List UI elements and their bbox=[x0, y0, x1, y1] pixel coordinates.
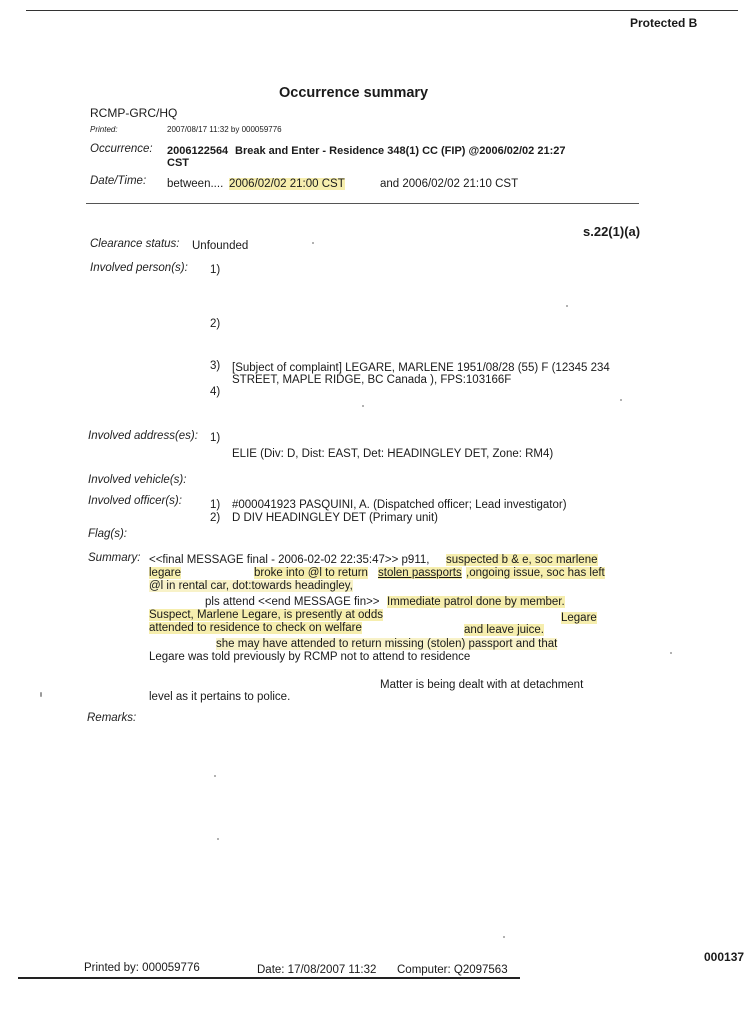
agency-name: RCMP-GRC/HQ bbox=[90, 106, 178, 120]
summary-line-5b: Legare bbox=[561, 612, 597, 624]
person-3-line-1: [Subject of complaint] LEGARE, MARLENE 1951/08/28 (55) F (12345 234 bbox=[232, 362, 610, 374]
scan-speck bbox=[217, 838, 219, 840]
footer-printed-by: Printed by: 000059776 bbox=[84, 962, 200, 974]
summary-line-2c: stolen passports bbox=[378, 567, 462, 579]
footer-rule bbox=[18, 977, 520, 979]
summary-line-4a: pls attend <<end MESSAGE fin>> bbox=[205, 596, 380, 608]
datetime-between: between.... bbox=[167, 178, 224, 190]
occurrence-description: Break and Enter - Residence 348(1) CC (FIP) @2006/02/02 21:27 bbox=[235, 145, 566, 157]
footer-computer: Computer: Q2097563 bbox=[397, 964, 508, 976]
addresses-label: Involved address(es): bbox=[88, 430, 198, 442]
remarks-label: Remarks: bbox=[87, 712, 137, 724]
page-title: Occurrence summary bbox=[279, 85, 429, 101]
summary-line-2b: broke into @l to return bbox=[254, 567, 368, 579]
summary-line-1b: suspected b & e, soc marlene bbox=[446, 554, 598, 566]
printed-value: 2007/08/17 11:32 by 000059776 bbox=[167, 125, 282, 134]
scan-speck bbox=[362, 405, 364, 407]
footer-page-code: 000137 bbox=[704, 950, 745, 964]
persons-label: Involved person(s): bbox=[90, 262, 188, 274]
scan-speck bbox=[566, 305, 568, 307]
summary-line-2d: ,ongoing issue, soc has left bbox=[466, 567, 605, 579]
footer-date: Date: 17/08/2007 11:32 bbox=[257, 964, 377, 976]
scan-speck bbox=[214, 775, 216, 777]
occurrence-timezone: CST bbox=[167, 157, 189, 169]
vehicles-label: Involved vehicle(s): bbox=[88, 474, 187, 486]
clearance-label: Clearance status: bbox=[90, 238, 180, 250]
header-rule bbox=[86, 203, 639, 204]
summary-line-7: she may have attended to return missing (stolen) passport and that bbox=[216, 638, 558, 650]
summary-line-10: level as it pertains to police. bbox=[149, 691, 291, 703]
summary-line-1a: <<final MESSAGE final - 2006-02-02 22:35:47>> p911, bbox=[149, 554, 430, 566]
exemption-code: s.22(1)(a) bbox=[583, 224, 641, 239]
address-1-num: 1) bbox=[210, 432, 221, 444]
flags-label: Flag(s): bbox=[88, 528, 127, 540]
scan-speck bbox=[503, 936, 505, 938]
classification-label: Protected B bbox=[630, 16, 698, 30]
person-3-num: 3) bbox=[210, 360, 221, 372]
person-1-num: 1) bbox=[210, 264, 221, 276]
summary-line-3: @l in rental car, dot:towards headingley, bbox=[149, 580, 353, 592]
person-4-num: 4) bbox=[210, 386, 221, 398]
scan-speck bbox=[620, 399, 622, 401]
summary-label: Summary: bbox=[88, 552, 141, 564]
summary-line-4b: Immediate patrol done by member. bbox=[387, 596, 565, 608]
datetime-label: Date/Time: bbox=[90, 175, 147, 187]
person-3-line-2: STREET, MAPLE RIDGE, BC Canada ), FPS:103166F bbox=[232, 374, 512, 386]
datetime-end: and 2006/02/02 21:10 CST bbox=[380, 178, 519, 190]
summary-line-6b: and leave juice. bbox=[464, 624, 544, 636]
scan-speck bbox=[312, 242, 314, 244]
officers-label: Involved officer(s): bbox=[88, 495, 182, 507]
printed-label: Printed: bbox=[90, 125, 118, 134]
officer-1-num: 1) bbox=[210, 499, 221, 511]
summary-line-8: Legare was told previously by RCMP not to attend to residence bbox=[149, 651, 471, 663]
summary-line-6a: attended to residence to check on welfare bbox=[149, 622, 362, 634]
clearance-value: Unfounded bbox=[192, 240, 249, 252]
occurrence-label: Occurrence: bbox=[90, 143, 153, 155]
summary-line-2a: legare bbox=[149, 567, 181, 579]
datetime-start: 2006/02/02 21:00 CST bbox=[229, 178, 345, 190]
address-1-value: ELIE (Div: D, Dist: EAST, Det: HEADINGLEY DET, Zone: RM4) bbox=[232, 448, 554, 460]
officer-2-num: 2) bbox=[210, 512, 221, 524]
summary-line-9: Matter is being dealt with at detachment bbox=[380, 679, 584, 691]
person-2-num: 2) bbox=[210, 318, 221, 330]
scan-speck bbox=[40, 692, 42, 697]
occurrence-number: 2006122564 bbox=[167, 145, 229, 157]
officer-2-value: D DIV HEADINGLEY DET (Primary unit) bbox=[232, 512, 438, 524]
officer-1-value: #000041923 PASQUINI, A. (Dispatched officer; Lead investigator) bbox=[232, 499, 567, 511]
scan-speck bbox=[670, 652, 672, 654]
top-rule bbox=[26, 10, 738, 11]
summary-line-5: Suspect, Marlene Legare, is presently at odds bbox=[149, 609, 383, 621]
